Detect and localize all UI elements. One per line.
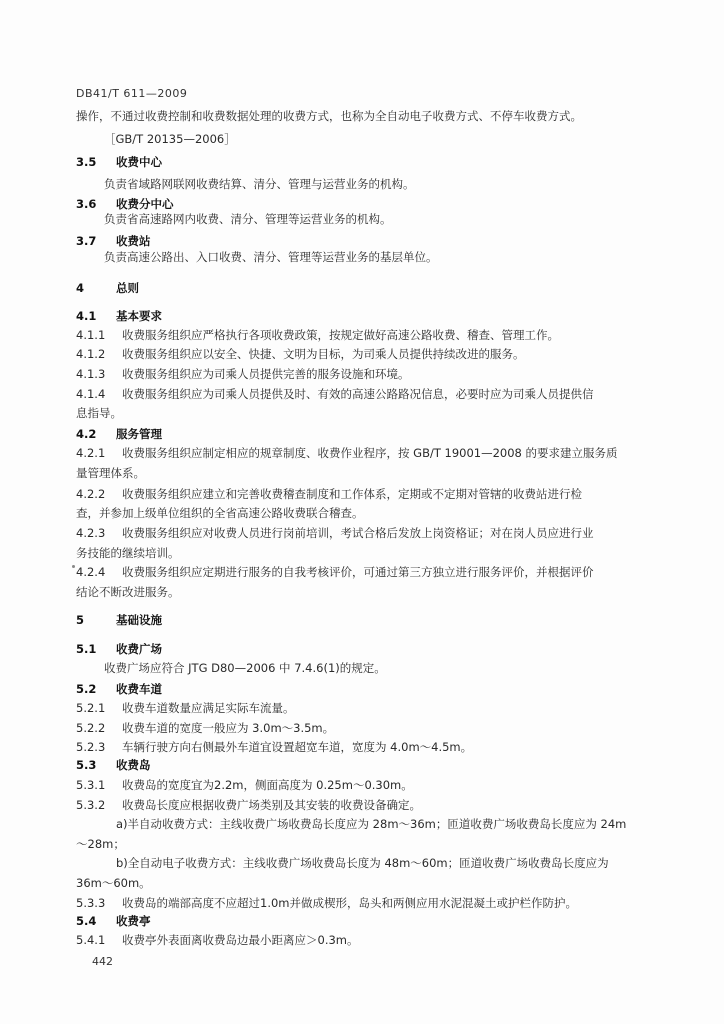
line-text: 收费车道的宽度一般应为 3.0m～3.5m。 bbox=[122, 721, 335, 735]
section-number: 4.1 bbox=[76, 309, 97, 323]
clause-line bbox=[76, 327, 559, 343]
clause-number: 5.2.1 bbox=[76, 701, 106, 715]
line-text: 收费服务组织应对收费人员进行岗前培训，考试合格后发放上岗资格证；对在岗人员应进行业 bbox=[122, 526, 594, 540]
line-text: 收费亭外表面离收费岛边最小距离应＞0.3m。 bbox=[122, 933, 359, 947]
clause-number: 4.2.3 bbox=[76, 526, 106, 540]
line-text: b)全自动电子收费方式：主线收费广场收费岛长度为 48m～60m；匝道收费广场收费岛长度应为 bbox=[116, 856, 609, 870]
line-text: a)半自动收费方式：主线收费广场收费岛长度应为 28m～36m；匝道收费广场收费岛长度应为 24m bbox=[116, 817, 627, 831]
line-text: 收费广场应符合 JTG D80—2006 中 7.4.6(1)的规定。 bbox=[104, 661, 386, 675]
clause-number: 5.3.2 bbox=[76, 798, 106, 812]
section-number: 5.2 bbox=[76, 682, 97, 696]
line-text: 收费服务组织应定期进行服务的自我考核评价，可通过第三方独立进行服务评价，并根据评价 bbox=[122, 565, 594, 579]
section-title: 收费站 bbox=[116, 234, 151, 248]
continuation-line bbox=[76, 505, 364, 521]
section-number: 3.5 bbox=[76, 155, 97, 169]
section-heading bbox=[76, 233, 151, 249]
continuation-line bbox=[76, 875, 151, 891]
line-text: 负责省域路网联网收费结算、清分、管理与运营业务的机构。 bbox=[104, 177, 415, 191]
continuation-line bbox=[76, 405, 122, 421]
clause-number: 4.1.3 bbox=[76, 367, 106, 381]
clause-line bbox=[76, 797, 421, 813]
clause-number: 5.2.2 bbox=[76, 721, 106, 735]
clause-line bbox=[76, 895, 577, 911]
line-text: 收费岛的端部高度不应超过1.0m并做成楔形，岛头和两侧应用水泥混凝土或护栏作防护。 bbox=[122, 896, 577, 910]
chapter-heading bbox=[76, 280, 139, 296]
section-number: 4 bbox=[76, 281, 85, 295]
line-text: ～28m； bbox=[76, 837, 125, 851]
line-text: 收费岛长度应根据收费广场类别及其安装的收费设备确定。 bbox=[122, 798, 421, 812]
page-number: 442 bbox=[92, 955, 113, 968]
clause-number: 5.3.3 bbox=[76, 896, 106, 910]
continuation-line bbox=[76, 584, 180, 600]
clause-line bbox=[76, 386, 594, 402]
line-text: 收费服务组织应为司乘人员提供及时、有效的高速公路路况信息，必要时应为司乘人员提供信 bbox=[122, 387, 594, 401]
line-text: 收费服务组织应以安全、快捷、文明为目标，为司乘人员提供持续改进的服务。 bbox=[122, 347, 525, 361]
section-number: 5.1 bbox=[76, 642, 97, 656]
section-number: 3.6 bbox=[76, 197, 97, 211]
paragraph-line bbox=[104, 249, 438, 265]
section-title: 收费分中心 bbox=[116, 197, 174, 211]
section-title: 收费亭 bbox=[116, 914, 151, 928]
line-text: 查，并参加上级单位组织的全省高速公路收费联合稽查。 bbox=[76, 506, 364, 520]
list-item-line bbox=[116, 855, 609, 871]
citation-line bbox=[104, 131, 236, 147]
line-text: 务技能的继续培训。 bbox=[76, 546, 180, 560]
line-text: 收费服务组织应为司乘人员提供完善的服务设施和环境。 bbox=[122, 367, 410, 381]
clause-number: 5.3.1 bbox=[76, 778, 106, 792]
section-title: 收费车道 bbox=[116, 682, 162, 696]
section-title: 收费岛 bbox=[116, 758, 151, 772]
clause-line bbox=[76, 445, 618, 461]
clause-line bbox=[76, 366, 410, 382]
section-heading bbox=[76, 308, 162, 324]
section-number: 5.3 bbox=[76, 758, 97, 772]
clause-line bbox=[76, 346, 525, 362]
section-number: 4.2 bbox=[76, 427, 97, 441]
line-text: 收费车道数量应满足实际车流量。 bbox=[122, 701, 295, 715]
clause-number: 4.2.2 bbox=[76, 487, 106, 501]
line-text: 负责高速公路出、入口收费、清分、管理等运营业务的基层单位。 bbox=[104, 250, 438, 264]
clause-line bbox=[76, 720, 334, 736]
clause-number: 4.1.4 bbox=[76, 387, 106, 401]
clause-line bbox=[76, 564, 594, 580]
clause-line bbox=[76, 525, 594, 541]
scan-speck bbox=[72, 565, 75, 568]
section-number: 5.4 bbox=[76, 914, 97, 928]
line-text: 收费服务组织应严格执行各项收费政策，按规定做好高速公路收费、稽查、管理工作。 bbox=[122, 328, 559, 342]
clause-line bbox=[76, 486, 582, 502]
clause-number: 4.1.1 bbox=[76, 328, 106, 342]
section-heading bbox=[76, 913, 151, 929]
line-text: 操作，不通过收费控制和收费数据处理的收费方式，也称为全自动电子收费方式、不停车收费方式。 bbox=[76, 109, 582, 123]
section-title: 收费中心 bbox=[116, 155, 162, 169]
clause-number: 5.4.1 bbox=[76, 933, 106, 947]
clause-number: 5.2.3 bbox=[76, 740, 106, 754]
line-text: 负责省高速路网内收费、清分、管理等运营业务的机构。 bbox=[104, 212, 392, 226]
line-text: 收费服务组织应制定相应的规章制度、收费作业程序，按 GB/T 19001—2008 的要求建立服务质 bbox=[122, 446, 618, 460]
clause-line bbox=[76, 777, 413, 793]
continuation-line bbox=[76, 836, 125, 852]
continuation-line bbox=[76, 545, 180, 561]
document-code: DB41/T 611—2009 bbox=[76, 87, 188, 100]
continuation-line bbox=[76, 465, 145, 481]
line-text: 收费服务组织应建立和完善收费稽查制度和工作体系，定期或不定期对管辖的收费站进行检 bbox=[122, 487, 582, 501]
paragraph-line bbox=[104, 211, 392, 227]
section-heading bbox=[76, 154, 162, 170]
clause-line bbox=[76, 932, 359, 948]
paragraph-line bbox=[104, 176, 415, 192]
line-text: 36m～60m。 bbox=[76, 876, 151, 890]
section-heading bbox=[76, 641, 162, 657]
line-text: 结论不断改进服务。 bbox=[76, 585, 180, 599]
section-number: 5 bbox=[76, 613, 85, 627]
section-title: 服务管理 bbox=[116, 427, 162, 441]
section-title: 基础设施 bbox=[116, 613, 162, 627]
section-title: 总则 bbox=[116, 281, 139, 295]
section-heading bbox=[76, 681, 162, 697]
clause-number: 4.2.4 bbox=[76, 565, 106, 579]
clause-line bbox=[76, 700, 295, 716]
clause-number: 4.1.2 bbox=[76, 347, 106, 361]
clause-line bbox=[76, 739, 472, 755]
paragraph-line bbox=[76, 108, 582, 124]
line-text: 息指导。 bbox=[76, 406, 122, 420]
section-heading bbox=[76, 196, 174, 212]
line-text: 收费岛的宽度宜为2.2m，侧面高度为 0.25m～0.30m。 bbox=[122, 778, 413, 792]
section-heading bbox=[76, 426, 162, 442]
section-title: 收费广场 bbox=[116, 642, 162, 656]
chapter-heading bbox=[76, 612, 162, 628]
section-number: 3.7 bbox=[76, 234, 97, 248]
paragraph-line bbox=[104, 660, 386, 676]
clause-number: 4.2.1 bbox=[76, 446, 106, 460]
section-heading bbox=[76, 757, 151, 773]
list-item-line bbox=[116, 816, 626, 832]
line-text: 量管理体系。 bbox=[76, 466, 145, 480]
section-title: 基本要求 bbox=[116, 309, 162, 323]
line-text: ［GB/T 20135—2006］ bbox=[104, 132, 236, 146]
line-text: 车辆行驶方向右侧最外车道宜设置超宽车道，宽度为 4.0m～4.5m。 bbox=[122, 740, 473, 754]
